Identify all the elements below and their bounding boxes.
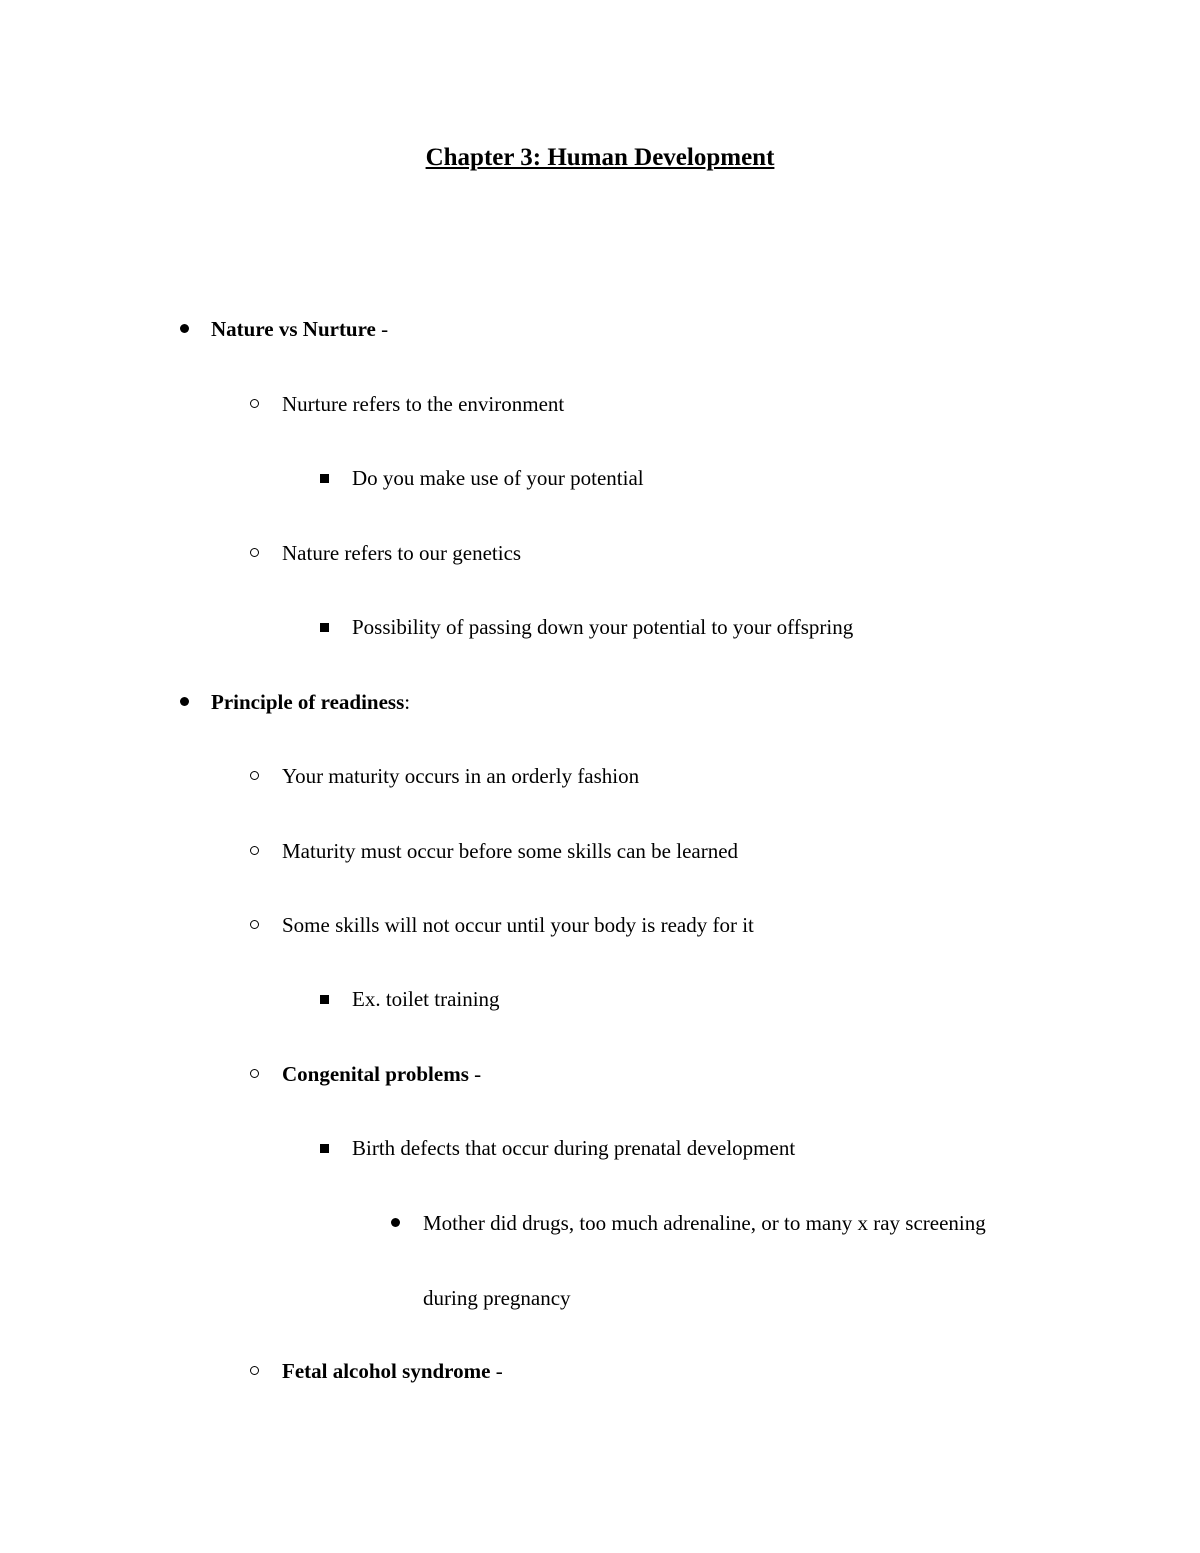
bullet-square-icon <box>320 1144 329 1153</box>
bullet-square-icon <box>320 995 329 1004</box>
item-heading: Fetal alcohol syndrome <box>282 1359 491 1383</box>
item-text: Maturity must occur before some skills can be learned <box>282 839 739 863</box>
bullet-disc-icon <box>180 697 189 706</box>
bullet-disc-icon <box>391 1218 400 1227</box>
item-text: Your maturity occurs in an orderly fashion <box>282 764 640 788</box>
bullet-circle-icon <box>250 846 259 855</box>
item-text: Some skills will not occur until your body is ready for it <box>282 913 754 937</box>
item-text: Do you make use of your potential <box>352 466 644 490</box>
bullet-circle-icon <box>250 1366 259 1375</box>
item-text: : <box>404 690 411 714</box>
item-text: Mother did drugs, too much adrenaline, or to many x ray screening <box>423 1211 986 1235</box>
item-text: - <box>468 1062 482 1086</box>
item-text: during pregnancy <box>423 1286 571 1310</box>
page-title: Chapter 3: Human Development <box>425 144 775 171</box>
item-text: Possibility of passing down your potential to your offspring <box>352 615 854 639</box>
bullet-circle-icon <box>250 920 259 929</box>
bullet-circle-icon <box>250 1069 259 1078</box>
item-text: - <box>490 1359 503 1383</box>
item-heading: Nature vs Nurture <box>211 317 376 341</box>
item-text: Ex. toilet training <box>352 987 500 1011</box>
bullet-circle-icon <box>250 771 259 780</box>
item-text: - <box>375 317 389 341</box>
bullet-circle-icon <box>250 399 259 408</box>
bullet-disc-icon <box>180 324 189 333</box>
item-text: Nature refers to our genetics <box>282 541 522 565</box>
bullet-square-icon <box>320 623 329 632</box>
bullet-circle-icon <box>250 548 259 557</box>
item-heading: Principle of readiness <box>211 690 405 714</box>
bullet-square-icon <box>320 474 329 483</box>
item-heading: Congenital problems <box>282 1062 469 1086</box>
item-text: Nurture refers to the environment <box>282 392 565 416</box>
item-text: Birth defects that occur during prenatal development <box>352 1136 796 1160</box>
